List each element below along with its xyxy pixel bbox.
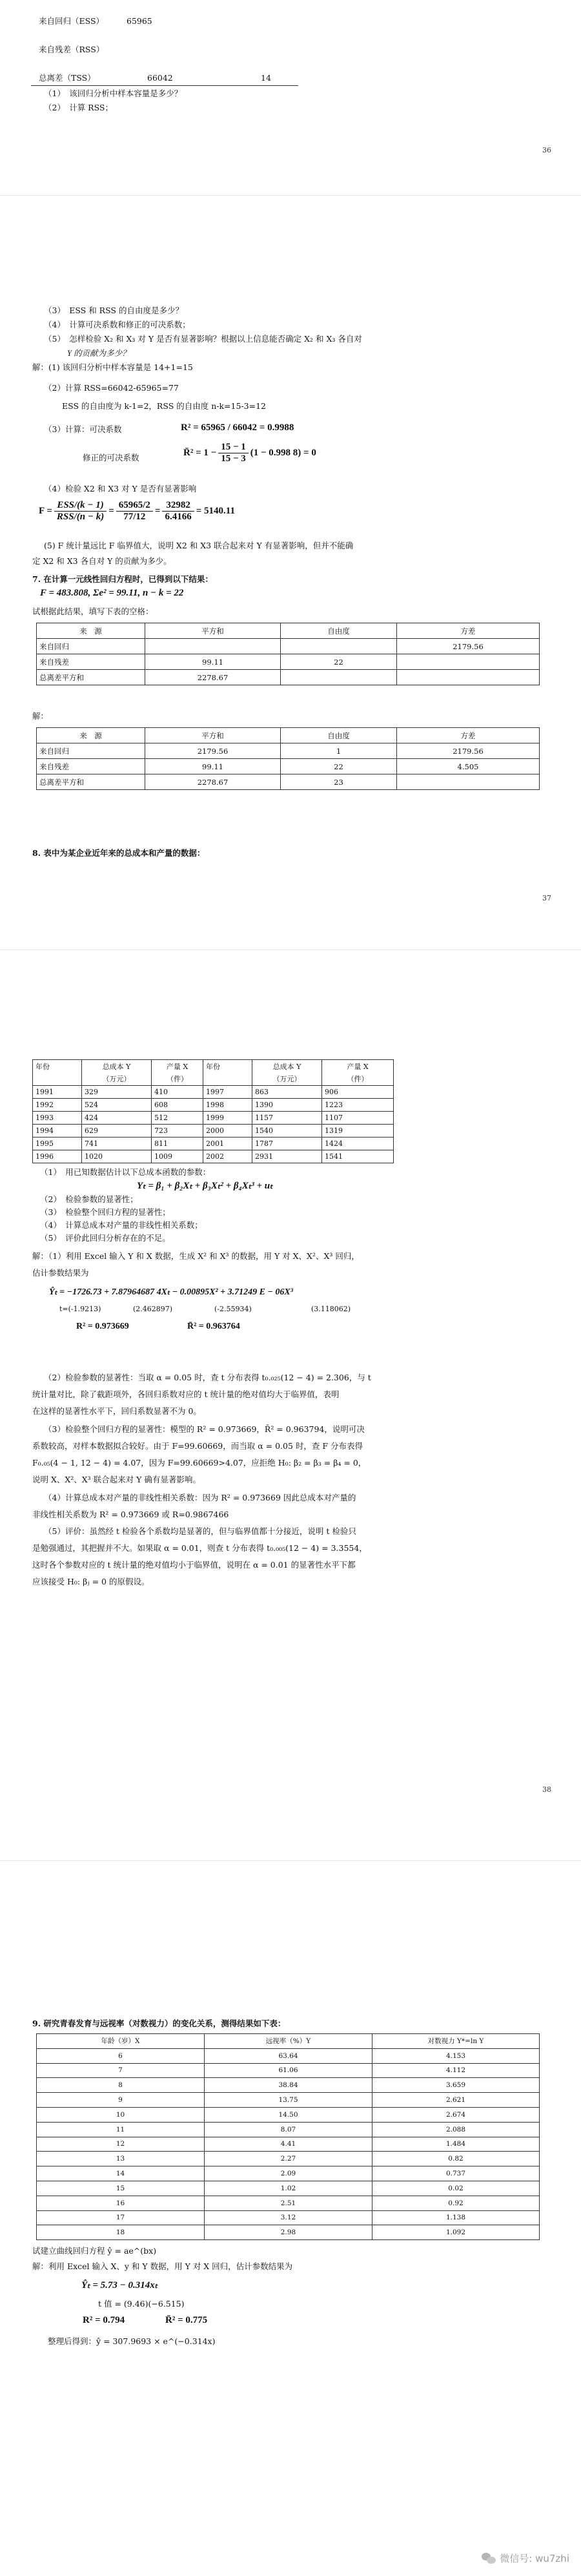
table-row bbox=[37, 2152, 540, 2166]
cell: 1424 bbox=[322, 1137, 394, 1150]
p38-answer-4-line-1: （4）计算总成本对产量的非线性相关系数：因为 R² = 0.973669 因此总成本对产量的 bbox=[44, 1493, 356, 1502]
answer-2: （2）计算 RSS=66042-65965=77 bbox=[44, 383, 179, 393]
cell: 1.138 bbox=[372, 2210, 540, 2225]
t1-r1-c4: 2179.56 bbox=[397, 639, 540, 654]
cell: 63.64 bbox=[205, 2048, 372, 2063]
ess-row-value: 65965 bbox=[127, 16, 152, 26]
cell: 2.51 bbox=[205, 2196, 372, 2210]
cost-output-table bbox=[32, 1059, 394, 1163]
t1-h1: 来 源 bbox=[37, 623, 145, 639]
t2-r1-c2: 2179.56 bbox=[145, 743, 281, 759]
f-den-1: RSS/(n − k) bbox=[56, 512, 105, 522]
t1-r1-c2 bbox=[145, 639, 281, 654]
t3-h2-c4 bbox=[203, 1073, 252, 1086]
cell: 1541 bbox=[322, 1150, 394, 1163]
cell: 0.82 bbox=[372, 2152, 540, 2166]
cell: 1996 bbox=[33, 1150, 82, 1163]
p38-answer-4-line-2: 非线性相关系数为 R² = 0.973669 或 R=0.9867466 bbox=[32, 1510, 229, 1519]
table-row bbox=[33, 1125, 394, 1137]
f-num-1: ESS/(k − 1) bbox=[54, 500, 107, 512]
table-row bbox=[37, 2107, 540, 2122]
cell: 1.092 bbox=[372, 2225, 540, 2240]
cell: 4.41 bbox=[205, 2137, 372, 2152]
cell: 741 bbox=[82, 1137, 152, 1150]
cell: 1390 bbox=[252, 1099, 322, 1112]
t3-h1-c4: 年份 bbox=[203, 1060, 252, 1073]
question-9: 9. 研究青春发育与远视率（对数视力）的变化关系，测得结果如下表： bbox=[32, 2019, 286, 2028]
f-lhs: F = bbox=[39, 506, 52, 516]
t4-h3: 对数视力 Y*=ln Y bbox=[372, 2034, 540, 2049]
adjusted-r2-denominator: 15 − 3 bbox=[221, 453, 246, 464]
cell: 1020 bbox=[82, 1150, 152, 1163]
cell: 0.02 bbox=[372, 2181, 540, 2196]
cell: 608 bbox=[152, 1099, 203, 1112]
t2-h2: 平方和 bbox=[145, 728, 281, 743]
question-4: （4） 计算可决系数和修正的可决系数； bbox=[44, 320, 190, 329]
t1-r2-c2: 99.11 bbox=[145, 654, 281, 670]
cell: 1994 bbox=[33, 1125, 82, 1137]
cell: 3.12 bbox=[205, 2210, 372, 2225]
t-value-4: (3.118062) bbox=[311, 1305, 351, 1313]
tss-row-label: 总离差（TSS） bbox=[39, 73, 96, 83]
wechat-icon bbox=[482, 2553, 496, 2564]
t1-r2-c4 bbox=[397, 654, 540, 670]
adjusted-r2-rest: (1 − 0.998 8) = 0 bbox=[250, 448, 316, 458]
t3-h2-c1 bbox=[33, 1073, 82, 1086]
cell: 9 bbox=[37, 2093, 205, 2108]
cell: 1540 bbox=[252, 1125, 322, 1137]
t2-r2-c3: 22 bbox=[281, 759, 397, 774]
cell: 2.98 bbox=[205, 2225, 372, 2240]
cell: 1157 bbox=[252, 1112, 322, 1125]
cell: 1999 bbox=[203, 1112, 252, 1125]
cell: 2.088 bbox=[372, 2122, 540, 2137]
r-squared-value: R² = 0.973669 bbox=[76, 1322, 129, 1331]
page-separator bbox=[0, 1860, 581, 1861]
cell: 629 bbox=[82, 1125, 152, 1137]
cell: 1995 bbox=[33, 1137, 82, 1150]
cost-function-model: Yₜ = β₁ + β₂Xₜ + β₃Xₜ² + β₄Xₜ³ + uₜ bbox=[137, 1181, 273, 1191]
table-row bbox=[33, 1150, 394, 1163]
table-row bbox=[37, 2048, 540, 2063]
log-linear-t-values: t 值 = (9.46)(−6.515) bbox=[98, 2299, 185, 2309]
log-linear-adjusted-r-squared: R̄² = 0.775 bbox=[165, 2315, 208, 2325]
question-5-line-2: Y 的贡献为多少？ bbox=[67, 349, 130, 358]
table-row bbox=[37, 2093, 540, 2108]
cell: 1991 bbox=[33, 1086, 82, 1099]
t1-r3-c3 bbox=[281, 670, 397, 685]
f-den-3: 6.4166 bbox=[165, 512, 192, 522]
f-num-3: 32982 bbox=[162, 500, 194, 512]
p38-question-3: （3） 检验整个回归方程的显著性； bbox=[40, 1207, 170, 1217]
cell: 13.75 bbox=[205, 2093, 372, 2108]
question-1: （1） 该回归分析中样本容量是多少？ bbox=[44, 88, 183, 98]
page-number-37: 37 bbox=[542, 894, 551, 902]
cell: 811 bbox=[152, 1137, 203, 1150]
cell: 1319 bbox=[322, 1125, 394, 1137]
t2-r3-c2: 2278.67 bbox=[145, 774, 281, 790]
vision-table bbox=[36, 2033, 540, 2240]
log-linear-fit: Ŷₜ = 5.73 − 0.314xₜ bbox=[81, 2280, 158, 2290]
t2-r3-c4 bbox=[397, 774, 540, 790]
question-5-line-1: （5） 怎样检验 X₂ 和 X₃ 对 Y 是否有显著影响？根据以上信息能否确定 X₂ 和 X₃ 各自对 bbox=[44, 334, 362, 344]
p38-question-1: （1） 用已知数据估计以下总成本函数的参数： bbox=[40, 1167, 211, 1177]
answer-5-line-1: (5) F 统计量远比 F 临界值大，说明 X2 和 X3 联合起来对 Y 有显著影响，但并不能确 bbox=[44, 541, 354, 550]
question-2: （2） 计算 RSS； bbox=[44, 103, 113, 112]
cell: 6 bbox=[37, 2048, 205, 2063]
anova-table-blank bbox=[36, 623, 540, 685]
tss-row-value: 66042 bbox=[147, 73, 173, 83]
t3-h2-c2: （万元） bbox=[82, 1073, 152, 1086]
watermark-text: 微信号: wu7zhi bbox=[500, 2553, 569, 2564]
page-separator bbox=[0, 195, 581, 196]
cell: 1223 bbox=[322, 1099, 394, 1112]
cell: 17 bbox=[37, 2210, 205, 2225]
question-9-answer: 解：利用 Excel 输入 X、y 和 Y 数据，用 Y 对 X 回归，估计参数结果为 bbox=[32, 2261, 293, 2271]
tss-row-df: 14 bbox=[261, 73, 271, 83]
final-curve-equation: 整理后得到：ŷ = 307.9693 × e^(−0.314x) bbox=[48, 2336, 216, 2346]
wechat-watermark bbox=[482, 2551, 569, 2565]
t2-r1-c1: 来自回归 bbox=[37, 743, 145, 759]
table-row bbox=[37, 2166, 540, 2181]
cell: 0.737 bbox=[372, 2166, 540, 2181]
cell: 1787 bbox=[252, 1137, 322, 1150]
cell: 2001 bbox=[203, 1137, 252, 1150]
table-bottom-rule bbox=[31, 85, 298, 86]
question-8: 8. 表中为某企业近年来的总成本和产量的数据： bbox=[32, 848, 205, 858]
cell: 2000 bbox=[203, 1125, 252, 1137]
t-value-2: (2.462897) bbox=[133, 1305, 173, 1313]
cell: 1107 bbox=[322, 1112, 394, 1125]
adjusted-r2-numerator: 15 − 1 bbox=[218, 442, 249, 453]
cell: 1993 bbox=[33, 1112, 82, 1125]
t1-r3-c2: 2278.67 bbox=[145, 670, 281, 685]
p38-answer-3-line-3: F₀.₀₅(4 − 1, 12 − 4) = 4.07，因为 F=99.60669>4.07，应拒绝 H₀: β₂ = β₃ = β₄ = 0， bbox=[32, 1458, 367, 1468]
t1-h2: 平方和 bbox=[145, 623, 281, 639]
t3-h1-c6: 产量 X bbox=[322, 1060, 394, 1073]
t3-h1-c2: 总成本 Y bbox=[82, 1060, 152, 1073]
t2-r3-c3: 23 bbox=[281, 774, 397, 790]
cell: 7 bbox=[37, 2063, 205, 2078]
cell: 723 bbox=[152, 1125, 203, 1137]
question-3: （3） ESS 和 RSS 的自由度是多少？ bbox=[44, 306, 183, 315]
t-value-3: (-2.55934) bbox=[214, 1305, 252, 1313]
cell: 2.674 bbox=[372, 2107, 540, 2122]
cell: 1.02 bbox=[205, 2181, 372, 2196]
cell: 2.27 bbox=[205, 2152, 372, 2166]
answer-2-df: ESS 的自由度为 k-1=2，RSS 的自由度 n-k=15-3=12 bbox=[62, 401, 266, 411]
cell: 18 bbox=[37, 2225, 205, 2240]
p38-answer-5-line-2: 是勉强通过，其把握并不大。如果取 α = 0.01，则查 t 分布表得 t₀.₀₀₅(12 − 4) = 3.3554， bbox=[32, 1543, 367, 1553]
t1-h4: 方差 bbox=[397, 623, 540, 639]
cell: 4.112 bbox=[372, 2063, 540, 2078]
f-den-2: 77/12 bbox=[123, 512, 146, 522]
t1-r3-c1: 总离差平方和 bbox=[37, 670, 145, 685]
cell: 906 bbox=[322, 1086, 394, 1099]
cell: 2002 bbox=[203, 1150, 252, 1163]
cell: 524 bbox=[82, 1099, 152, 1112]
table-row bbox=[37, 2137, 540, 2152]
cell: 2.09 bbox=[205, 2166, 372, 2181]
cell: 61.06 bbox=[205, 2063, 372, 2078]
p38-answer-1-line-2: 估计参数结果为 bbox=[32, 1268, 89, 1278]
table-row bbox=[37, 2122, 540, 2137]
fitted-cost-equation: Ŷₜ = −1726.73 + 7.87964687 4Xₜ − 0.00895X² + 3.71249 E − 06X³ bbox=[49, 1287, 293, 1297]
question-7-instruction: 试根据此结果，填写下表的空格： bbox=[32, 607, 154, 616]
p38-answer-1-line-1: 解：（1）利用 Excel 输入 Y 和 X 数据，生成 X² 和 X³ 的数据，用 Y 对 X、X²、X³ 回归， bbox=[32, 1251, 360, 1261]
ess-row-label: 来自回归（ESS） bbox=[39, 16, 105, 26]
f-num-2: 65965/2 bbox=[116, 500, 153, 512]
t1-r1-c3 bbox=[281, 639, 397, 654]
cell: 11 bbox=[37, 2122, 205, 2137]
cell: 424 bbox=[82, 1112, 152, 1125]
t1-r3-c4 bbox=[397, 670, 540, 685]
adjusted-r2-lhs: R̄² = 1 − bbox=[183, 448, 217, 458]
cell: 2931 bbox=[252, 1150, 322, 1163]
t3-h2-c6: （件） bbox=[322, 1073, 394, 1086]
p38-answer-3-line-2: 系数较高，对样本数据拟合较好。由于 F=99.60669，而当取 α = 0.05 时，查 F 分布表得 bbox=[32, 1441, 363, 1451]
t2-r3-c1: 总离差平方和 bbox=[37, 774, 145, 790]
r-squared-equation: R² = 65965 / 66042 = 0.9988 bbox=[181, 422, 294, 433]
p38-answer-2-line-1: （2）检验参数的显著性：当取 α = 0.05 时，查 t 分布表得 t₀.₀₂₅(12 − 4) = 2.306，与 t bbox=[44, 1373, 371, 1382]
t2-r2-c2: 99.11 bbox=[145, 759, 281, 774]
answer-3-label: （3）计算：可决系数 bbox=[44, 424, 122, 434]
page-number-36: 36 bbox=[542, 146, 551, 154]
p38-answer-5-line-3: 这时各个参数对应的 t 统计量的绝对值均小于临界值，说明在 α = 0.01 的显著性水平下都 bbox=[32, 1560, 356, 1570]
adjusted-r2-equation bbox=[183, 442, 316, 464]
cell: 8.07 bbox=[205, 2122, 372, 2137]
anova-table-filled bbox=[36, 727, 540, 790]
cell: 4.153 bbox=[372, 2048, 540, 2063]
cell: 1009 bbox=[152, 1150, 203, 1163]
p38-answer-3-line-1: （3）检验整个回归方程的显著性：模型的 R² = 0.973669，R̄² = 0.963794，说明可决 bbox=[44, 1424, 365, 1434]
cell: 329 bbox=[82, 1086, 152, 1099]
cell: 410 bbox=[152, 1086, 203, 1099]
solution-label: 解： bbox=[32, 711, 49, 721]
t3-h1-c5: 总成本 Y bbox=[252, 1060, 322, 1073]
t3-h1-c1: 年份 bbox=[33, 1060, 82, 1073]
rss-row-label: 来自残差（RSS） bbox=[39, 45, 105, 54]
cell: 8 bbox=[37, 2078, 205, 2093]
log-linear-r-squared: R² = 0.794 bbox=[83, 2315, 125, 2325]
cell: 1.484 bbox=[372, 2137, 540, 2152]
t3-h2-c5: （万元） bbox=[252, 1073, 322, 1086]
answer-1: 解：(1) 该回归分析中样本容量是 14+1=15 bbox=[32, 362, 193, 372]
p38-answer-5-line-4: 应该接受 H₀: βⱼ = 0 的原假设。 bbox=[32, 1577, 150, 1586]
t2-h3: 自由度 bbox=[281, 728, 397, 743]
f-result: = 5140.11 bbox=[196, 506, 235, 516]
cell: 0.92 bbox=[372, 2196, 540, 2210]
table-row bbox=[33, 1086, 394, 1099]
cell: 2.621 bbox=[372, 2093, 540, 2108]
cell: 38.84 bbox=[205, 2078, 372, 2093]
t2-r2-c4: 4.505 bbox=[397, 759, 540, 774]
question-7: 7. 在计算一元线性回归方程时，已得到以下结果： bbox=[32, 574, 213, 584]
p38-answer-2-line-2: 统计量对比，除了截距项外，各回归系数对应的 t 统计量的绝对值均大于临界值，表明 bbox=[32, 1389, 340, 1399]
table-row bbox=[37, 2210, 540, 2225]
t2-h4: 方差 bbox=[397, 728, 540, 743]
cell: 13 bbox=[37, 2152, 205, 2166]
t1-r2-c1: 来自残差 bbox=[37, 654, 145, 670]
cell: 14.50 bbox=[205, 2107, 372, 2122]
cell: 10 bbox=[37, 2107, 205, 2122]
adjusted-r2-label: 修正的可决系数 bbox=[83, 453, 139, 462]
f-statistic-equation: F = $\frac{\text{ESS/(k − 1)}}{\text{RSS/(n − k)}}$ = $\frac{65965/2}{77/12}$ = $\frac{32982}{6.4166}$ = 5140.11 bbox=[39, 500, 235, 522]
cell: 16 bbox=[37, 2196, 205, 2210]
answer-4-label: （4）检验 X2 和 X3 对 Y 是否有显著影响 bbox=[44, 484, 197, 493]
t4-h1: 年龄（岁）X bbox=[37, 2034, 205, 2049]
t-value-1: t=(-1.9213) bbox=[59, 1305, 101, 1313]
p38-answer-2-line-3: 在这样的显著性水平下，回归系数显著不为 0。 bbox=[32, 1406, 201, 1416]
cell: 512 bbox=[152, 1112, 203, 1125]
cell: 3.659 bbox=[372, 2078, 540, 2093]
cell: 1998 bbox=[203, 1099, 252, 1112]
table-row bbox=[37, 2078, 540, 2093]
table-row bbox=[37, 2181, 540, 2196]
t2-r1-c4: 2179.56 bbox=[397, 743, 540, 759]
cell: 15 bbox=[37, 2181, 205, 2196]
table-row bbox=[33, 1099, 394, 1112]
p38-question-5: （5） 评价此回归分析存在的不足。 bbox=[40, 1233, 170, 1243]
table-row bbox=[33, 1137, 394, 1150]
cell: 1992 bbox=[33, 1099, 82, 1112]
adjusted-r-squared-value: R̄² = 0.963764 bbox=[187, 1322, 240, 1331]
table-row bbox=[33, 1112, 394, 1125]
question-9-try: 试建立曲线回归方程 ŷ = ae^(bx) bbox=[32, 2246, 157, 2256]
t1-r2-c3: 22 bbox=[281, 654, 397, 670]
answer-5-line-2: 定 X2 和 X3 各自对 Y 的贡献为多少。 bbox=[32, 556, 172, 566]
t2-r1-c3: 1 bbox=[281, 743, 397, 759]
table-row bbox=[37, 2196, 540, 2210]
p38-question-4: （4） 计算总成本对产量的非线性相关系数； bbox=[40, 1220, 203, 1230]
p38-question-2: （2） 检验参数的显著性； bbox=[40, 1194, 138, 1204]
cell: 863 bbox=[252, 1086, 322, 1099]
cell: 1997 bbox=[203, 1086, 252, 1099]
t4-h2: 远视率（%）Y bbox=[205, 2034, 372, 2049]
table-row bbox=[37, 2063, 540, 2078]
table-row bbox=[37, 2225, 540, 2240]
p38-answer-5-line-1: （5）评价：虽然经 t 检验各个系数均是显著的，但与临界值都十分接近，说明 t 检验只 bbox=[44, 1526, 356, 1536]
cell: 12 bbox=[37, 2137, 205, 2152]
t1-h3: 自由度 bbox=[281, 623, 397, 639]
p38-answer-3-line-4: 说明 X、X²、X³ 联合起来对 Y 确有显著影响。 bbox=[32, 1475, 201, 1484]
question-7-equation: F = 483.808, Σe² = 99.11, n − k = 22 bbox=[40, 588, 184, 598]
t3-h2-c3: （件） bbox=[152, 1073, 203, 1086]
t3-h1-c3: 产量 X bbox=[152, 1060, 203, 1073]
page-number-38: 38 bbox=[542, 1785, 551, 1794]
cell: 14 bbox=[37, 2166, 205, 2181]
t2-h1: 来 源 bbox=[37, 728, 145, 743]
t1-r1-c1: 来自回归 bbox=[37, 639, 145, 654]
t2-r2-c1: 来自残差 bbox=[37, 759, 145, 774]
